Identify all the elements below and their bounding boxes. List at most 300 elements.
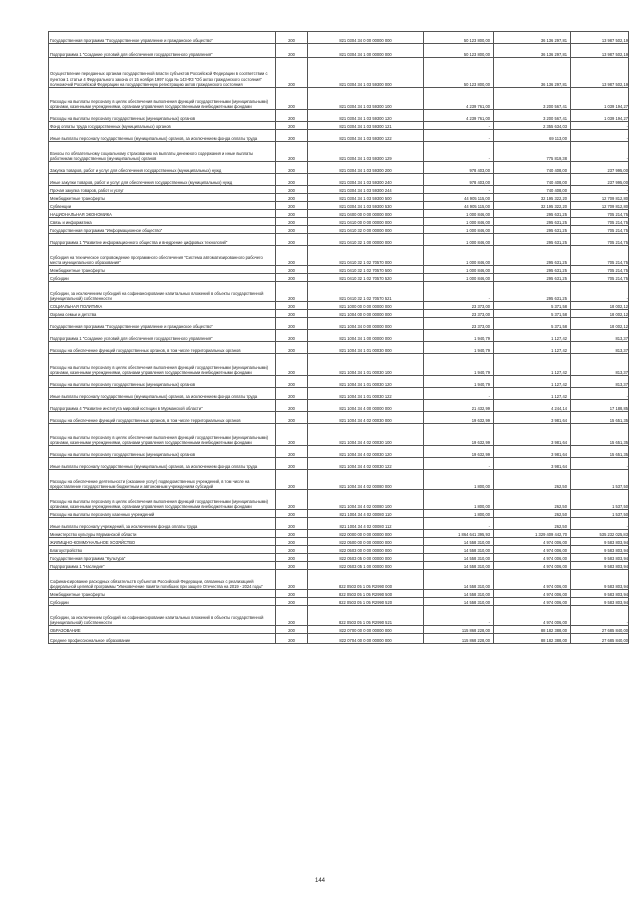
row-code: 200	[276, 130, 308, 142]
row-name: Закупка товаров, работ и услуг для обеспечения государственных (муниципальных) нужд	[49, 162, 276, 174]
row-approved: -	[424, 122, 494, 130]
row-approved: -	[424, 518, 494, 530]
row-code: 200	[276, 44, 308, 58]
row-remainder: 1 537,50	[571, 490, 629, 510]
row-remainder: 27 685 840,00	[571, 626, 629, 634]
table-row	[49, 470, 629, 490]
row-executed: 3 981,64	[494, 458, 571, 470]
table-row	[49, 400, 629, 412]
row-approved: 14 558 310,00	[424, 562, 494, 570]
row-remainder: 813,37	[571, 376, 629, 388]
row-classifier: 821 0304 34 1 03 59300 000	[308, 58, 424, 88]
row-remainder: -	[571, 458, 629, 470]
row-remainder: 237 995,00	[571, 174, 629, 186]
row-code: 200	[276, 218, 308, 226]
row-code: 200	[276, 530, 308, 538]
row-name: Расходы на обеспечение функций государственных органов, в том числе территориальных органов	[49, 412, 276, 424]
row-executed: 1 127,42	[494, 376, 571, 388]
row-classifier: 821 0410 32 1 02 70570 520	[308, 274, 424, 282]
table-row	[49, 562, 629, 570]
row-approved: 44 905 115,00	[424, 202, 494, 210]
row-executed: 4 974 006,00	[494, 554, 571, 562]
row-code: 200	[276, 88, 308, 110]
table-row	[49, 310, 629, 318]
row-remainder: 705 214,75	[571, 266, 629, 274]
row-executed: 1 127,42	[494, 354, 571, 376]
row-name: ЖИЛИЩНО-КОММУНАЛЬНОЕ ХОЗЯЙСТВО	[49, 538, 276, 546]
table-row	[49, 130, 629, 142]
row-classifier: 821 0410 32 1 02 70570 500	[308, 266, 424, 274]
row-code: 200	[276, 490, 308, 510]
table-row	[49, 518, 629, 530]
row-executed: 1 329 409 442,70	[494, 530, 571, 538]
row-name: Фонд оплаты труда государственных (муниципальных) органов	[49, 122, 276, 130]
row-name: СОЦИАЛЬНАЯ ПОЛИТИКА	[49, 302, 276, 310]
table-row	[49, 302, 629, 310]
table-row	[49, 412, 629, 424]
row-code: 200	[276, 210, 308, 218]
table-row	[49, 110, 629, 122]
row-approved: 1 940,79	[424, 342, 494, 354]
table-row	[49, 598, 629, 606]
table-row	[49, 58, 629, 88]
row-classifier: 821 0304 34 1 03 59300 200	[308, 162, 424, 174]
row-remainder: -	[571, 186, 629, 194]
table-row	[49, 606, 629, 626]
row-classifier: 822 0503 05 0 00 00000 000	[308, 554, 424, 562]
row-approved: 1 940,79	[424, 330, 494, 342]
row-name: Расходы на обеспечение функций государственных органов, в том числе территориальных органов	[49, 342, 276, 354]
row-approved: 115 868 228,00	[424, 634, 494, 644]
row-name: Подпрограмма 1 "Наследие"	[49, 562, 276, 570]
row-remainder: 13 987 502,19	[571, 44, 629, 58]
row-code: 200	[276, 274, 308, 282]
row-name: Расходы на выплаты персоналу казенных учреждений	[49, 510, 276, 518]
row-name: Субсидии	[49, 274, 276, 282]
row-approved: 1 000 846,00	[424, 246, 494, 266]
row-executed: 295 631,25	[494, 210, 571, 218]
row-executed: 3 200 567,41	[494, 110, 571, 122]
row-executed: 262,50	[494, 518, 571, 530]
row-executed: 740 408,00	[494, 174, 571, 186]
row-executed: 36 136 297,81	[494, 32, 571, 44]
row-executed: 4 974 006,00	[494, 598, 571, 606]
row-approved: 50 123 800,00	[424, 44, 494, 58]
row-approved: 14 558 310,00	[424, 598, 494, 606]
row-approved: -	[424, 458, 494, 470]
row-name: Расходы на выплаты персоналу государственных (муниципальных) органов	[49, 376, 276, 388]
table-row	[49, 194, 629, 202]
row-name: Расходы на выплаты персоналу в целях обеспечения выполнения функций государственными (муниципальными) органами, казенными учреждениями, органами управления государственными внебюджетными фондами	[49, 354, 276, 376]
table-row	[49, 546, 629, 554]
row-approved: 1 800,00	[424, 490, 494, 510]
row-remainder: 18 002,12	[571, 302, 629, 310]
row-remainder: -	[571, 606, 629, 626]
table-body	[49, 32, 629, 644]
row-classifier: 821 1004 34 4 02 00080 000	[308, 470, 424, 490]
row-classifier: 822 0503 05 1 05 R2990 500	[308, 590, 424, 598]
row-code: 200	[276, 634, 308, 644]
row-remainder: 15 651,35	[571, 412, 629, 424]
row-classifier: 821 0304 34 1 00 00000 000	[308, 44, 424, 58]
row-remainder: -	[571, 282, 629, 302]
row-executed: 5 371,58	[494, 310, 571, 318]
table-row	[49, 342, 629, 354]
row-approved: 23 373,00	[424, 302, 494, 310]
row-remainder: -	[571, 130, 629, 142]
row-remainder: 27 685 840,00	[571, 634, 629, 644]
row-classifier: 822 0503 05 1 05 R2990 000	[308, 570, 424, 590]
row-approved: -	[424, 142, 494, 162]
row-executed: 5 371,58	[494, 302, 571, 310]
budget-table-sheet	[48, 31, 628, 644]
row-classifier: 821 1004 34 1 01 00030 122	[308, 388, 424, 400]
row-remainder: 13 987 502,19	[571, 32, 629, 44]
row-executed: 295 631,25	[494, 226, 571, 234]
row-code: 200	[276, 538, 308, 546]
row-approved: 1 000 846,00	[424, 218, 494, 226]
row-code: 200	[276, 142, 308, 162]
row-classifier: 821 1004 34 1 00 00000 000	[308, 330, 424, 342]
row-name: Подпрограмма 1 "Развитие информационного общества и внедрение цифровых технологий"	[49, 234, 276, 246]
row-classifier: 822 0503 05 1 05 R2990 521	[308, 606, 424, 626]
row-remainder: -	[571, 518, 629, 530]
row-code: 200	[276, 234, 308, 246]
table-row	[49, 634, 629, 644]
row-code: 200	[276, 400, 308, 412]
row-code: 200	[276, 606, 308, 626]
row-executed: 3 981,64	[494, 412, 571, 424]
row-name: Расходы на выплаты персоналу государственных (муниципальных) органов	[49, 446, 276, 458]
row-classifier: 822 0704 00 0 00 00000 000	[308, 634, 424, 644]
row-executed: 295 631,25	[494, 234, 571, 246]
table-row	[49, 446, 629, 458]
row-remainder: 9 583 803,94	[571, 538, 629, 546]
row-remainder: 705 214,75	[571, 210, 629, 218]
row-code: 200	[276, 174, 308, 186]
row-classifier: 821 0304 34 1 03 59300 122	[308, 130, 424, 142]
row-code: 200	[276, 388, 308, 400]
row-classifier: 821 0304 34 1 03 59300 100	[308, 88, 424, 110]
row-remainder: 535 232 025,83	[571, 530, 629, 538]
row-approved: 4 239 761,00	[424, 110, 494, 122]
row-remainder: 17 188,85	[571, 400, 629, 412]
row-approved: 1 940,79	[424, 354, 494, 376]
row-classifier: 821 0304 34 1 03 59300 500	[308, 194, 424, 202]
table-row	[49, 626, 629, 634]
row-remainder: 813,37	[571, 342, 629, 354]
row-executed: 1 127,42	[494, 330, 571, 342]
row-executed: 4 974 006,00	[494, 570, 571, 590]
row-name: Субвенции	[49, 202, 276, 210]
row-executed: 4 244,14	[494, 400, 571, 412]
row-classifier: 821 1004 34 4 02 00030 000	[308, 412, 424, 424]
row-classifier: 821 0410 00 0 00 00000 000	[308, 218, 424, 226]
row-approved: 4 239 761,00	[424, 88, 494, 110]
row-remainder: 9 583 803,94	[571, 598, 629, 606]
row-code: 200	[276, 32, 308, 44]
row-remainder: 1 039 194,27	[571, 110, 629, 122]
row-remainder: 9 583 803,94	[571, 570, 629, 590]
row-name: Субсидии	[49, 598, 276, 606]
row-executed: 32 195 322,20	[494, 194, 571, 202]
row-name: Иные закупки товаров, работ и услуг для обеспечения государственных (муниципальных) нужд	[49, 174, 276, 186]
row-code: 200	[276, 282, 308, 302]
row-code: 200	[276, 162, 308, 174]
row-code: 200	[276, 266, 308, 274]
row-code: 200	[276, 554, 308, 562]
row-code: 200	[276, 446, 308, 458]
row-remainder: 813,37	[571, 354, 629, 376]
row-approved: -	[424, 186, 494, 194]
row-remainder: 705 214,75	[571, 246, 629, 266]
row-approved: 978 403,00	[424, 162, 494, 174]
row-remainder: 705 214,75	[571, 218, 629, 226]
row-classifier: 821 1004 34 4 02 00080 100	[308, 490, 424, 510]
row-classifier: 821 1004 34 4 02 00030 122	[308, 458, 424, 470]
row-approved: 1 000 846,00	[424, 266, 494, 274]
row-remainder: 15 651,35	[571, 446, 629, 458]
row-executed: 69 113,00	[494, 130, 571, 142]
row-name: Связь и информатика	[49, 218, 276, 226]
row-approved: -	[424, 606, 494, 626]
table-row	[49, 554, 629, 562]
row-approved: 14 558 310,00	[424, 554, 494, 562]
table-row	[49, 174, 629, 186]
row-code: 200	[276, 186, 308, 194]
row-approved: -	[424, 388, 494, 400]
row-remainder: 1 537,50	[571, 470, 629, 490]
row-code: 200	[276, 412, 308, 424]
row-executed: 32 195 322,20	[494, 202, 571, 210]
table-row	[49, 246, 629, 266]
row-name: Субсидия на техническое сопровождение программного обеспечения "Система автоматизированного рабочего места муниципального образования"	[49, 246, 276, 266]
row-classifier: 821 0410 32 1 02 70570 000	[308, 246, 424, 266]
row-name: Софинансирование расходных обязательств субъектов Российской Федерации, связанных с реализацией федеральной целевой программы "Увековечение памяти погибших при защите Отечества на 2019 - 2024 годы"	[49, 570, 276, 590]
table-row	[49, 538, 629, 546]
row-approved: 1 940,79	[424, 376, 494, 388]
table-row	[49, 142, 629, 162]
row-executed: 295 631,25	[494, 246, 571, 266]
row-name: Подпрограмма 1 "Создание условий для обеспечения государственного управления"	[49, 44, 276, 58]
row-approved: 1 000 846,00	[424, 210, 494, 218]
table-row	[49, 44, 629, 58]
row-executed: 88 182 388,00	[494, 626, 571, 634]
row-approved: 50 123 800,00	[424, 58, 494, 88]
row-name: Охрана семьи и детства	[49, 310, 276, 318]
row-remainder: 9 583 803,94	[571, 554, 629, 562]
table-row	[49, 590, 629, 598]
table-row	[49, 266, 629, 274]
row-executed: 36 136 297,81	[494, 44, 571, 58]
table-row	[49, 530, 629, 538]
row-classifier: 821 0400 00 0 00 00000 000	[308, 210, 424, 218]
row-code: 200	[276, 562, 308, 570]
row-classifier: 821 1004 34 1 01 00030 100	[308, 354, 424, 376]
row-code: 200	[276, 626, 308, 634]
row-remainder: 705 214,75	[571, 234, 629, 246]
row-classifier: 821 0410 32 1 02 70570 521	[308, 282, 424, 302]
row-code: 200	[276, 122, 308, 130]
table-row	[49, 234, 629, 246]
row-executed: 36 136 297,81	[494, 58, 571, 88]
row-name: ОБРАЗОВАНИЕ	[49, 626, 276, 634]
row-executed: 3 981,64	[494, 424, 571, 446]
row-classifier: 821 0304 34 1 03 59300 129	[308, 142, 424, 162]
row-remainder: 813,37	[571, 330, 629, 342]
row-remainder: 9 583 803,94	[571, 562, 629, 570]
row-code: 200	[276, 518, 308, 530]
table-row	[49, 122, 629, 130]
row-name: Среднее профессиональное образование	[49, 634, 276, 644]
row-approved: 1 864 641 395,93	[424, 530, 494, 538]
row-approved: 19 632,99	[424, 424, 494, 446]
row-classifier: 822 0500 00 0 00 00000 000	[308, 538, 424, 546]
row-executed: 1 127,42	[494, 388, 571, 400]
page-number: 144	[314, 878, 325, 884]
row-code: 200	[276, 226, 308, 234]
row-code: 200	[276, 110, 308, 122]
row-classifier: 821 1004 00 0 00 00000 000	[308, 310, 424, 318]
row-executed: 88 182 388,00	[494, 634, 571, 644]
row-classifier: 821 0304 34 1 03 59300 244	[308, 186, 424, 194]
row-remainder: 12 709 812,80	[571, 194, 629, 202]
row-remainder: 9 583 803,94	[571, 546, 629, 554]
row-remainder: 1 537,50	[571, 510, 629, 518]
row-name: Взносы по обязательному социальному страхованию на выплаты денежного содержания и иные выплаты работникам государственных (муниципальных) органов	[49, 142, 276, 162]
table-row	[49, 32, 629, 44]
row-name: Государственная программа "Культура"	[49, 554, 276, 562]
row-code: 200	[276, 590, 308, 598]
row-code: 200	[276, 354, 308, 376]
row-code: 200	[276, 194, 308, 202]
row-code: 200	[276, 424, 308, 446]
row-remainder: 15 651,35	[571, 424, 629, 446]
row-remainder: -	[571, 388, 629, 400]
row-approved: 1 000 846,00	[424, 226, 494, 234]
table-row	[49, 376, 629, 388]
row-remainder: 18 002,12	[571, 318, 629, 330]
row-classifier: 822 0000 00 0 00 00000 000	[308, 530, 424, 538]
row-executed: 295 631,25	[494, 266, 571, 274]
row-code: 200	[276, 246, 308, 266]
table-row	[49, 186, 629, 194]
row-name: Подпрограмма 4 "Развитие института мировой юстиции в Мурманской области"	[49, 400, 276, 412]
row-executed: 262,50	[494, 490, 571, 510]
row-classifier: 821 1004 34 1 01 00030 120	[308, 376, 424, 388]
table-row	[49, 424, 629, 446]
row-classifier: 822 0503 00 0 00 00000 000	[308, 546, 424, 554]
row-approved: 21 432,99	[424, 400, 494, 412]
row-classifier: 822 0700 00 0 00 00000 000	[308, 626, 424, 634]
row-name: Благоустройство	[49, 546, 276, 554]
row-executed: 3 200 567,41	[494, 88, 571, 110]
row-approved: 23 373,00	[424, 310, 494, 318]
row-classifier: 821 0410 32 1 00 00000 000	[308, 234, 424, 246]
row-name: Министерство культуры Мурманской области	[49, 530, 276, 538]
row-remainder: -	[571, 122, 629, 130]
row-name: Иные выплаты персоналу государственных (муниципальных) органов, за исключением фонда оплаты труда	[49, 458, 276, 470]
row-code: 200	[276, 202, 308, 210]
row-approved: 19 632,99	[424, 446, 494, 458]
row-remainder: 18 002,12	[571, 310, 629, 318]
table-row	[49, 490, 629, 510]
row-executed: 4 974 006,00	[494, 606, 571, 626]
row-executed: 2 355 634,03	[494, 122, 571, 130]
row-classifier: 822 0503 05 1 05 R2990 520	[308, 598, 424, 606]
row-executed: 295 631,25	[494, 218, 571, 226]
table-row	[49, 202, 629, 210]
row-name: Иные выплаты персоналу государственных (муниципальных) органов, за исключением фонда оплаты труда	[49, 388, 276, 400]
row-name: НАЦИОНАЛЬНАЯ ЭКОНОМИКА	[49, 210, 276, 218]
row-code: 200	[276, 510, 308, 518]
row-classifier: 821 1004 34 4 02 00080 112	[308, 518, 424, 530]
row-name: Государственная программа "Информационное общество"	[49, 226, 276, 234]
table-row	[49, 570, 629, 590]
row-name: Межбюджетные трансферты	[49, 194, 276, 202]
row-approved: 44 905 115,00	[424, 194, 494, 202]
table-row	[49, 226, 629, 234]
table-row	[49, 162, 629, 174]
row-remainder: 1 039 194,27	[571, 88, 629, 110]
row-name: Иные выплаты персоналу государственных (муниципальных) органов, за исключением фонда оплаты труда	[49, 130, 276, 142]
row-executed: 3 981,64	[494, 446, 571, 458]
row-name: Государственная программа "Государственное управление и гражданское общество"	[49, 32, 276, 44]
row-code: 200	[276, 302, 308, 310]
row-classifier: 821 0304 34 1 03 59300 240	[308, 174, 424, 186]
row-executed: 295 631,25	[494, 282, 571, 302]
row-approved: 115 868 228,00	[424, 626, 494, 634]
row-name: Расходы на выплаты персоналу в целях обеспечения выполнения функций государственными (муниципальными) органами, казенными учреждениями, органами управления государственными внебюджетными фондами	[49, 490, 276, 510]
row-code: 200	[276, 318, 308, 330]
row-classifier: 821 0304 34 0 00 00000 000	[308, 32, 424, 44]
row-classifier: 822 0503 05 1 00 00000 000	[308, 562, 424, 570]
table-row	[49, 388, 629, 400]
table-row	[49, 318, 629, 330]
row-executed: 740 408,00	[494, 186, 571, 194]
row-code: 200	[276, 310, 308, 318]
row-name: Межбюджетные трансферты	[49, 266, 276, 274]
table-row	[49, 210, 629, 218]
row-classifier: 821 0410 32 0 00 00000 000	[308, 226, 424, 234]
row-remainder: -	[571, 142, 629, 162]
table-row	[49, 510, 629, 518]
table-row	[49, 88, 629, 110]
row-code: 200	[276, 342, 308, 354]
row-classifier: 821 1004 34 4 00 00000 000	[308, 400, 424, 412]
row-executed: 262,50	[494, 470, 571, 490]
row-approved: 1 800,00	[424, 510, 494, 518]
row-executed: 775 819,38	[494, 142, 571, 162]
row-executed: 4 974 006,00	[494, 590, 571, 598]
row-name: Расходы на обеспечение деятельности (оказание услуг) подведомственных учреждений, в том числе на предоставление государственным бюджетным и автономным учреждениям субсидий	[49, 470, 276, 490]
row-code: 200	[276, 546, 308, 554]
row-classifier: 821 0304 34 1 03 59300 121	[308, 122, 424, 130]
row-code: 200	[276, 376, 308, 388]
row-classifier: 821 1000 00 0 00 00000 000	[308, 302, 424, 310]
row-executed: 4 974 006,00	[494, 546, 571, 554]
row-classifier: 821 1004 34 4 02 00030 100	[308, 424, 424, 446]
row-code: 200	[276, 598, 308, 606]
row-approved: 19 632,99	[424, 412, 494, 424]
row-name: Межбюджетные трансферты	[49, 590, 276, 598]
row-approved: 14 558 310,00	[424, 546, 494, 554]
row-approved: 50 123 800,00	[424, 32, 494, 44]
row-remainder: 9 583 803,94	[571, 590, 629, 598]
row-name: Иные выплаты персоналу учреждений, за исключением фонда оплаты труда	[49, 518, 276, 530]
row-approved: -	[424, 130, 494, 142]
row-code: 200	[276, 58, 308, 88]
